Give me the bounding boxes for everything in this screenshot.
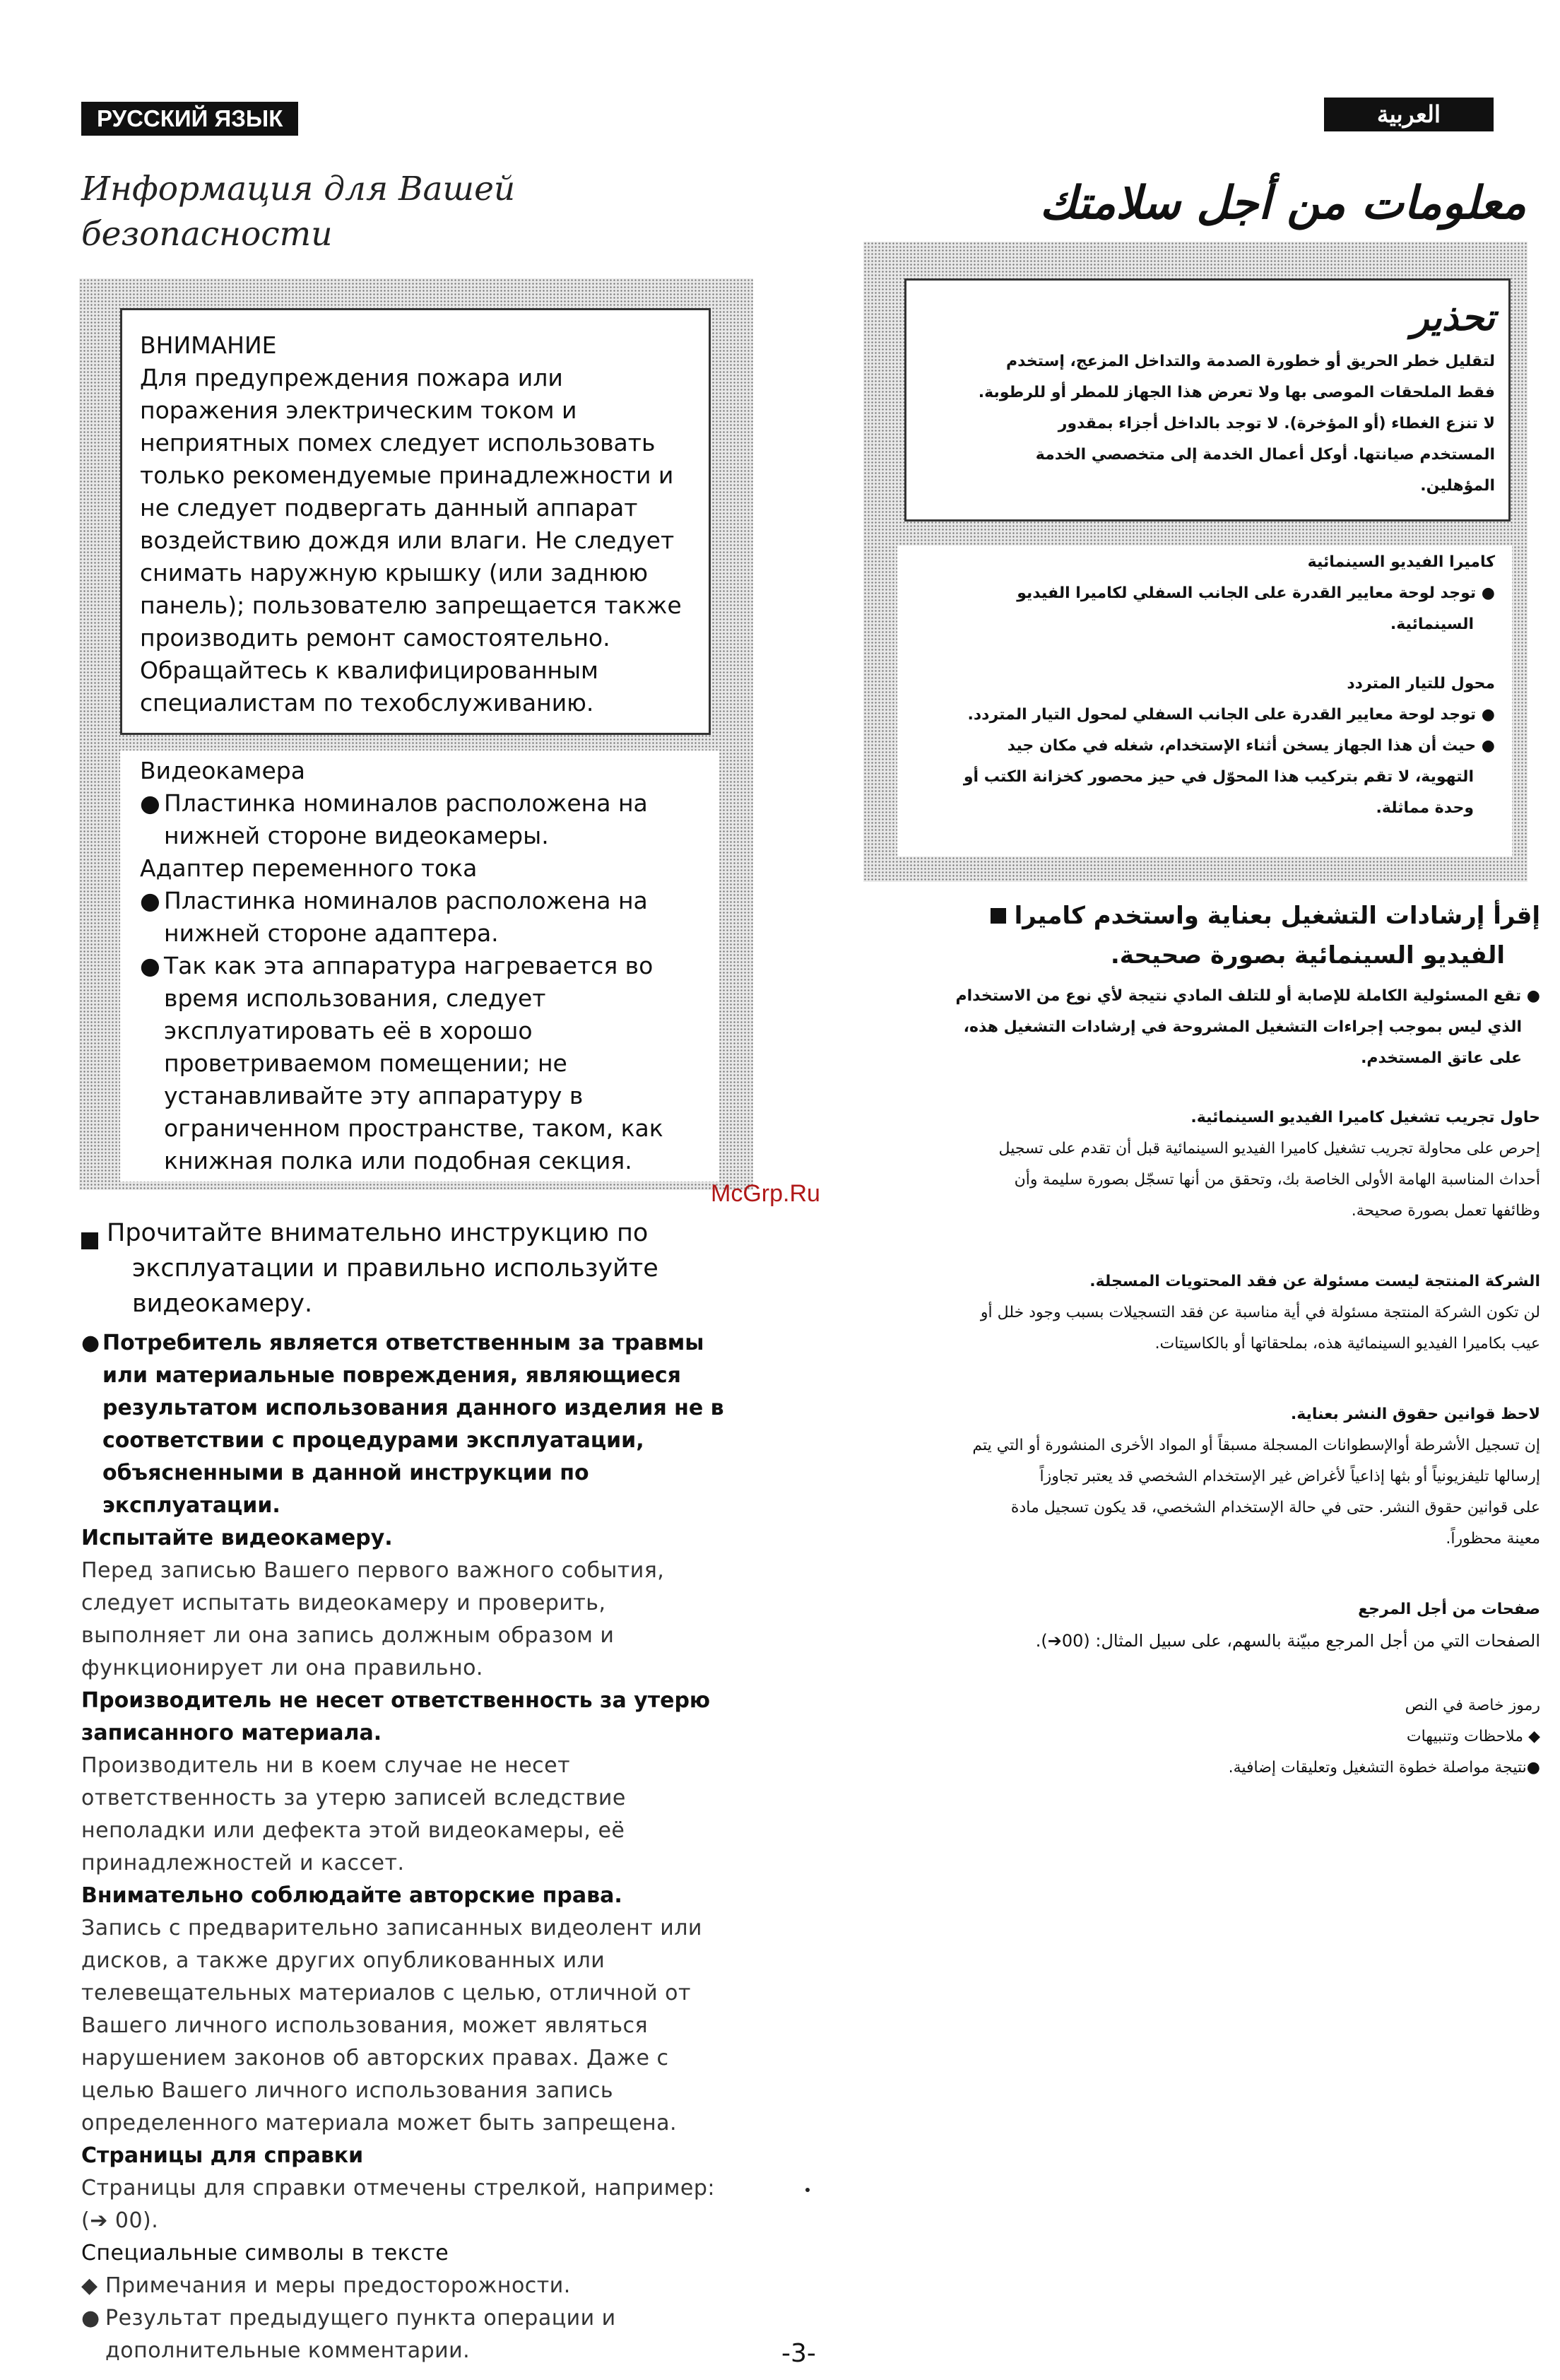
diamond-icon: ◆ xyxy=(81,2273,98,2298)
ru-copyright-title: Внимательно соблюдайте авторские права. xyxy=(81,1883,622,1908)
ar-test-title: حاول تجريب تشغيل كاميرا الفيديو السينمائية. xyxy=(1190,1109,1540,1126)
ar-liability-title: الشركة المنتجة ليست مسئولة عن فقد المحتويات المسجلة. xyxy=(1089,1273,1540,1290)
ar-warning-title: تحذير xyxy=(1411,297,1495,339)
ar-reference-text: الصفحات التي من أجل المرجع مبيّنة بالسهم، على سبيل المثال: (00➔). xyxy=(1035,1631,1540,1651)
ar-body xyxy=(862,896,1540,1784)
list-item: ◆ Примечания и меры предосторожности. xyxy=(81,2270,788,2302)
watermark-logo: McGrp.Ru xyxy=(711,1180,820,1207)
ar-page-title: معلومات من أجل سلامتك xyxy=(1039,177,1526,230)
ru-reference-text: Страницы для справки отмечены стрелкой, например: (➔ 00). xyxy=(81,2176,715,2233)
ar-responsibility: ● تقع المسئولية الكاملة للإصابة أو للتلف المادي نتيجة لأي نوع من الاستخدام الذي ليس بموجب إجراءات التشغيل المشروحة في إرشادات التشغيل هذه، على عاتق المستخدم. xyxy=(955,987,1540,1067)
ru-liability-text: Производитель ни в коем случае не несет ответственность за утерю записей вследствие неполадки или дефекта этой видеокамеры, её принадлежностей и кассет. xyxy=(81,1753,626,1875)
ar-adapter-label: محول للتيار المتردد xyxy=(1347,675,1495,693)
list-item: ● حيث أن هذا الجهاز يسخن أثناء الإستخدام، شغله في مكان جيد التهوية، لا تقم بتركيب هذا المحوّل في حيز محصور كخزانة الكتب أو وحدة مماثلة. xyxy=(963,737,1495,817)
ar-test-text: إحرص على محاولة تجريب تشغيل كاميرا الفيديو السينمائية قبل أن تقدم على تسجيل أحداث المناسبة الهامة الأولى الخاصة بك، وتحقق من أنها تسجّل بصورة سليمة وأن وظائفها تعمل بصورة صحيحة. xyxy=(998,1140,1540,1220)
ar-language-tag xyxy=(1324,98,1494,131)
bullet-icon: ● xyxy=(1526,1759,1540,1777)
list-item: ●نتيجة مواصلة خطوة التشغيل وتعليقات إضافية. xyxy=(1228,1759,1540,1777)
ru-body xyxy=(81,1215,788,2367)
ru-warning-text: ВНИМАНИЕ Для предупреждения пожара или поражения электрическим током и неприятных помех следует использовать только рекомендуемые принадлежности и не следует подвергать данный аппарат воздействию дождя или влаги. Не следует снимать наружную крышку (или заднюю панель); пользователю запрещается также производить ремонт самостоятельно. Обращайтесь к квалифицированным специалистам по техобслуживанию. xyxy=(140,329,705,719)
ru-test-text: Перед записью Вашего первого важного события, следует испытать видеокамеру и проверить, выполняет ли она запись должным образом и функционирует ли она правильно. xyxy=(81,1558,665,1680)
ru-test-title: Испытайте видеокамеру. xyxy=(81,1526,393,1550)
ru-section-heading: Прочитайте внимательно инструкцию по эксплуатации и правильно используйте видеокамеру. xyxy=(81,1215,788,1321)
ru-responsibility: ● Потребитель является ответственным за травмы или материальные повреждения, являющиеся результатом использования данного изделия не в соответствии с процедурами эксплуатации, объясненными в данной инструкции по эксплуатации. xyxy=(81,1331,724,1518)
ru-liability-title: Производитель не несет ответственность за утерю записанного материала. xyxy=(81,1688,711,1745)
ru-warning-title: ВНИМАНИЕ xyxy=(140,331,277,359)
list-item: ● Результат предыдущего пункта операции и дополнительные комментарии. xyxy=(81,2302,788,2367)
ar-symbols-title: رموز خاصة في النص xyxy=(1405,1697,1540,1714)
ar-liability-text: لن تكون الشركة المنتجة مسئولة في أية مناسبة عن فقد التسجيلات بسبب وجود خلل أو عيب بكاميرا الفيديو السينمائية هذه، بملحقاتها أو بالكاسيتات. xyxy=(980,1304,1540,1353)
page-number: -3- xyxy=(781,2339,816,2368)
list-item: ● توجد لوحة معايير القدرة على الجانب السفلي لمحول التيار المتردد. xyxy=(967,706,1495,724)
list-item: ● Пластинка номиналов расположена на нижней стороне видеокамеры. xyxy=(140,789,648,849)
list-item: ● Так как эта аппаратура нагревается во время использования, следует эксплуатировать её в хорошо проветриваемом помещении; не устанавливайте эту аппаратуру в ограниченном пространстве, таком, как книжная полка или подобная секция. xyxy=(140,952,663,1174)
ru-boxed-details xyxy=(140,755,719,1177)
ru-title-line: Информация для Вашей xyxy=(81,170,516,208)
ru-page-title xyxy=(81,167,515,257)
ar-copyright-text: إن تسجيل الأشرطة أوالإسطوانات المسجلة مسبقاً أو المواد الأخرى المنشورة أو التي يتم إرسالها تليفزيونياً أو بثها إذاعياً لأغراض غير الإستخدام الشخصي قد يعتبر تجاوزاً على قوانين حقوق النشر. حتى في حالة الإستخدام الشخصي، قد يكون تسجيل مادة معينة محظوراً. xyxy=(972,1437,1540,1548)
ru-copyright-text: Запись с предварительно записанных видеолент или дисков, а также других опубликованных или телевещательных материалов с целью, отличной от Вашего личного использования, может являться нарушением законов об авторских правах. Даже с целью Вашего личного использования запись определенного материала может быть запрещена. xyxy=(81,1916,702,2135)
list-item: ● توجد لوحة معايير القدرة على الجانب السفلي لكاميرا الفيديو السينمائية. xyxy=(1017,584,1495,633)
ru-symbols-title: Специальные символы в тексте xyxy=(81,2241,449,2266)
ru-camera-label: Видеокамера xyxy=(140,757,305,784)
ar-language-label: العربية xyxy=(1376,101,1441,127)
ru-language-label: РУССКИЙ ЯЗЫК xyxy=(97,105,283,131)
ru-title-line: безопасности xyxy=(81,215,333,254)
ru-reference-title: Страницы для справки xyxy=(81,2143,364,2168)
square-bullet-icon xyxy=(81,1232,98,1249)
stray-dot-mark xyxy=(805,2188,810,2192)
list-item: ● Пластинка номиналов расположена на нижней стороне адаптера. xyxy=(140,887,648,947)
ar-warning-text: تحذير لتقليل خطر الحريق أو خطورة الصدمة والتداخل المزعج، إستخدم فقط الملحقات الموصى بها ولا تعرض هذا الجهاز للمطر أو للرطوبة. لا تنزع الغطاء (أو المؤخرة). لا توجد بالداخل أجزاء بمقدور المستخدم صيانتها. أوكل أعمال الخدمة إلى متخصصي الخدمة المؤهلين. xyxy=(916,290,1495,502)
ru-language-tag xyxy=(81,102,298,136)
ar-reference-title: صفحات من أجل المرجع xyxy=(1358,1601,1540,1618)
ar-copyright-title: لاحظ قوانين حقوق النشر بعناية. xyxy=(1290,1406,1540,1423)
diamond-icon: ◆ xyxy=(1528,1728,1540,1745)
ru-adapter-label: Адаптер переменного тока xyxy=(140,854,478,882)
ar-camera-label: كاميرا الفيديو السينمائية xyxy=(1307,553,1495,571)
square-bullet-icon xyxy=(991,908,1006,924)
bullet-icon: ● xyxy=(81,2306,100,2331)
ar-section-heading: إقرأ إرشادات التشغيل بعناية واستخدم كاميرا الفيديو السينمائية بصورة صحيحة. xyxy=(862,896,1540,975)
ar-boxed-details xyxy=(911,547,1495,824)
list-item: ◆ ملاحظات وتنبيهات xyxy=(1406,1728,1540,1745)
